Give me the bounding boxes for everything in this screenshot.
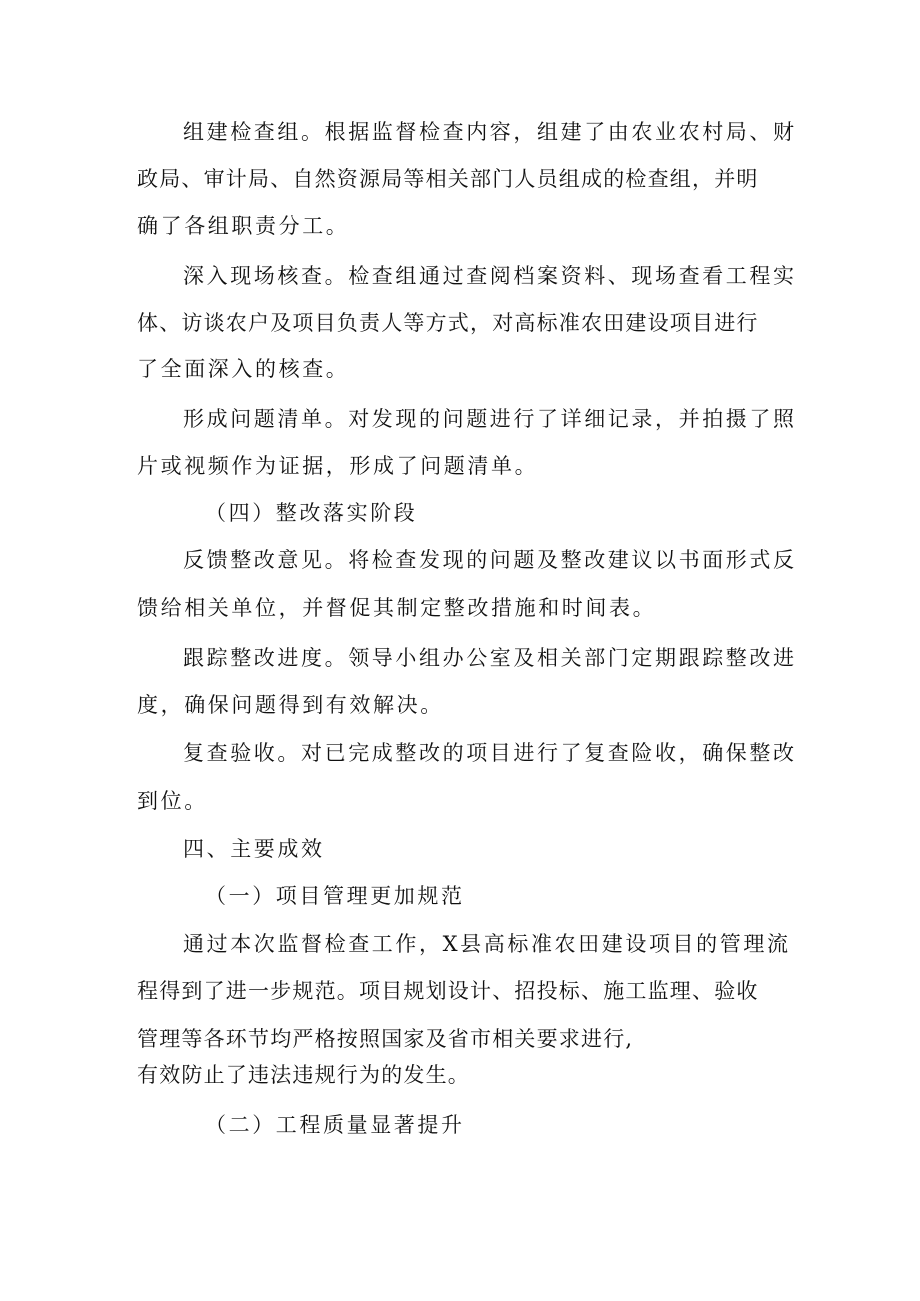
- paragraph-line: 复查验收。对已完成整改的项目进行了复查险收，确保整改: [183, 741, 797, 765]
- paragraph-line: 程得到了进一步规范。项目规划设计、招投标、施工监理、验收: [137, 979, 759, 1003]
- section-heading: （一）项目管理更加规范: [205, 884, 465, 908]
- paragraph-line: 管理等各环节均严格按照国家及省市相关要求进行,: [137, 1027, 634, 1051]
- paragraph-line: 到位。: [137, 789, 208, 813]
- section-heading: （四）整改落实阶段: [205, 501, 418, 525]
- paragraph-line: 形成问题清单。对发现的问题进行了详细记录，并拍摄了照: [183, 407, 797, 431]
- paragraph-line: 跟踪整改进度。领导小组办公室及相关部门定期跟踪整改进: [183, 646, 797, 670]
- paragraph-line: 通过本次监督检查工作，X县高标准农田建设项目的管理流: [183, 932, 791, 956]
- chapter-heading: 四、主要成效: [183, 837, 325, 861]
- paragraph-line: 了全面深入的核查。: [137, 357, 350, 381]
- paragraph-line: 组建检查组。根据监督检查内容，组建了由农业农村局、财: [183, 120, 797, 144]
- paragraph-line: 馈给相关单位，并督促其制定整改措施和时间表。: [137, 596, 657, 620]
- paragraph-line: 度，确保问题得到有效解决。: [137, 693, 444, 717]
- paragraph-line: 有效防止了违法违规行为的发生。: [137, 1063, 470, 1087]
- paragraph-line: 反馈整改意见。将检查发现的问题及整改建议以书面形式反: [183, 548, 797, 572]
- paragraph-line: 体、访谈农户及项目负责人等方式，对高标准农田建设项目进行: [137, 311, 759, 335]
- paragraph-line: 政局、审计局、自然资源局等相关部门人员组成的检查组，并明: [137, 167, 759, 191]
- paragraph-line: 片或视频作为证据，形成了问题清单。: [137, 454, 539, 478]
- paragraph-line: 确了各组职责分工。: [137, 214, 350, 238]
- section-heading: （二）工程质量显著提升: [205, 1113, 465, 1137]
- paragraph-line: 深入现场核查。检查组通过查阅档案资料、现场查看工程实: [183, 264, 797, 288]
